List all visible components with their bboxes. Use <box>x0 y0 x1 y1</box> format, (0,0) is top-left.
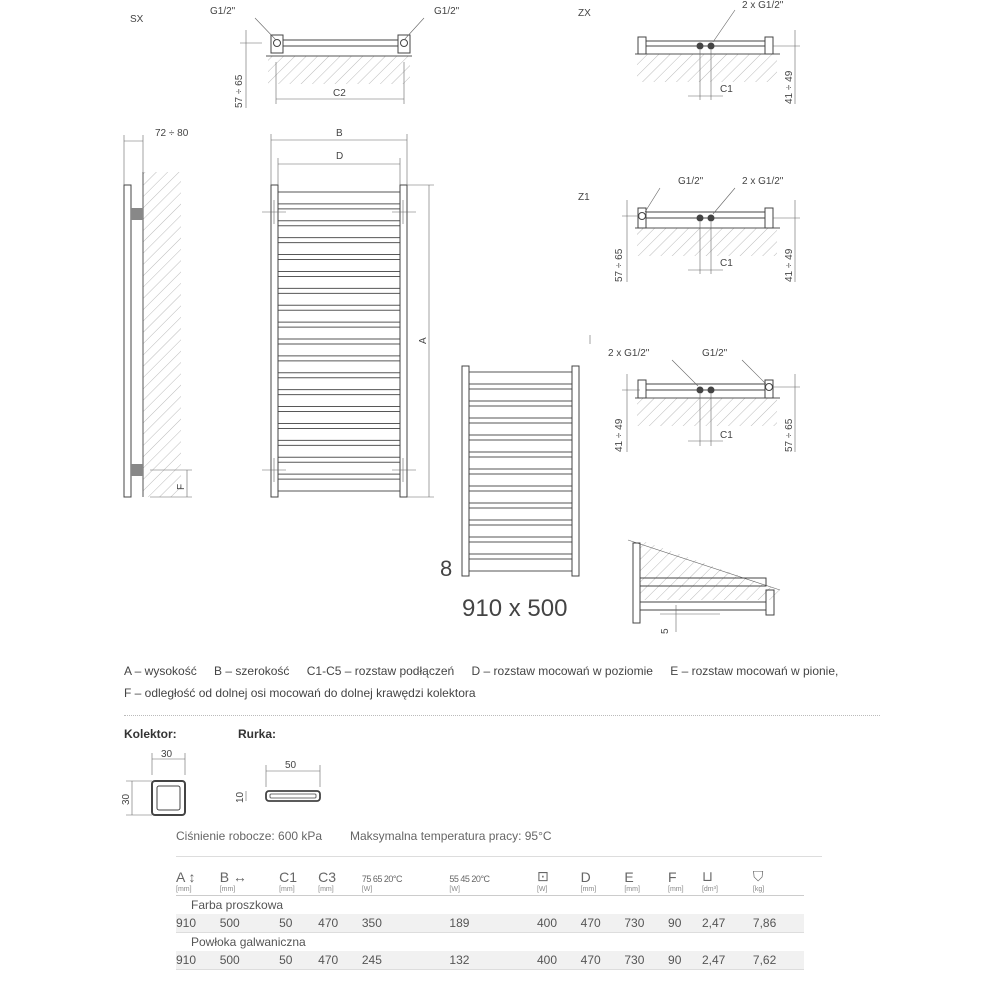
table-cell: 2,47 <box>702 914 753 933</box>
radiator-bar <box>278 293 400 305</box>
column-header-label: ⊡ <box>536 868 549 884</box>
table-cell: 470 <box>581 914 625 933</box>
model-size: 910 x 500 <box>462 595 568 622</box>
column-unit: [kg] <box>752 886 765 893</box>
column-unit: [mm] <box>580 885 597 893</box>
column-header-label: ⊔ <box>701 868 713 884</box>
radiator-bar <box>469 474 572 486</box>
z1-41-49: 41 ÷ 49 <box>784 248 795 282</box>
column-header-label: B ↔ <box>219 868 247 885</box>
table-cell: 470 <box>318 914 362 933</box>
mount-detail-view <box>628 540 780 634</box>
legend-e: E – rozstaw mocowań w pionie, <box>670 664 839 678</box>
z1-connection-view <box>614 176 800 282</box>
sx-57-65: 57 ÷ 65 <box>234 74 245 108</box>
radiator-bar <box>278 192 400 204</box>
z1-g12: G1/2" <box>678 176 704 187</box>
radiator-bar <box>469 389 572 401</box>
zx-41-49: 41 ÷ 49 <box>784 70 795 104</box>
column-header <box>581 868 625 896</box>
table-group-name: Farba proszkowa <box>176 896 804 915</box>
z-alt-c1: C1 <box>720 430 733 441</box>
table-cell: 350 <box>362 914 450 933</box>
column-header-label: C1 <box>279 868 297 885</box>
radiator-bar <box>469 542 572 554</box>
radiator-bar <box>278 378 400 390</box>
table-cell: 50 <box>279 914 318 933</box>
kolektor-label: Kolektor: <box>124 727 177 741</box>
radiator-bar <box>469 491 572 503</box>
sx-c2: C2 <box>333 88 346 99</box>
radiator-bar <box>278 310 400 322</box>
spec-table <box>176 868 804 970</box>
column-unit: [mm] <box>668 885 684 893</box>
column-unit: [mm] <box>279 885 295 893</box>
front-view <box>262 128 434 497</box>
front-a: A <box>418 337 429 344</box>
kolektor-height: 30 <box>121 793 132 805</box>
table-cell: 50 <box>279 951 318 970</box>
legend-f: F – odległość od dolnej osi mocowań do dolnej krawędzi kolektora <box>124 686 476 700</box>
legend-d: D – rozstaw mocowań w poziomie <box>471 664 653 678</box>
zx-2xg12: 2 x G1/2" <box>742 0 784 11</box>
column-header <box>318 868 362 896</box>
table-header-row <box>176 868 804 896</box>
table-row <box>176 951 804 970</box>
column-header-label: C3 <box>318 868 337 885</box>
rurka-label: Rurka: <box>238 727 277 741</box>
column-header-label: F <box>668 868 677 885</box>
separator <box>124 715 880 716</box>
label-zx: ZX <box>578 8 591 19</box>
rurka-profile <box>232 755 332 810</box>
table-cell: 470 <box>318 951 362 970</box>
model-number: 8 <box>440 556 453 581</box>
table-cell: 189 <box>449 914 537 933</box>
table-cell: 910 <box>176 914 220 933</box>
pressure-text: Ciśnienie robocze: 600 kPa <box>176 829 323 843</box>
radiator-bar <box>278 226 400 238</box>
table-cell: 730 <box>624 951 668 970</box>
temperature-text: Maksymalna temperatura pracy: 95°C <box>350 829 552 843</box>
radiator-bar <box>278 327 400 339</box>
table-cell: 730 <box>624 914 668 933</box>
z1-57-65: 57 ÷ 65 <box>614 248 625 282</box>
table-cell: 132 <box>449 951 537 970</box>
radiator-bar <box>469 423 572 435</box>
radiator-bar <box>278 209 400 221</box>
table-cell: 7,86 <box>753 914 804 933</box>
column-unit: [mm] <box>318 885 334 893</box>
sx-connection-view <box>210 6 460 108</box>
radiator-bar <box>278 344 400 356</box>
z1-2xg12: 2 x G1/2" <box>742 176 784 187</box>
z-alt-2xg12: 2 x G1/2" <box>608 348 650 359</box>
column-unit: [mm] <box>176 885 192 893</box>
table-cell: 2,47 <box>702 951 753 970</box>
column-header-label: A ↕ <box>176 868 196 885</box>
column-header-label: 55 45 20°C <box>449 873 490 884</box>
table-top-rule <box>176 856 822 857</box>
table-cell: 7,62 <box>753 951 804 970</box>
side-view <box>124 128 192 497</box>
legend-c: C1-C5 – rozstaw podłączeń <box>306 664 455 678</box>
column-unit: [W] <box>536 886 548 893</box>
legend-a: A – wysokość <box>124 664 197 678</box>
side-f: F <box>176 483 187 490</box>
table-cell: 400 <box>537 951 581 970</box>
radiator-bar <box>278 462 400 474</box>
radiator-bar <box>278 395 400 407</box>
table-cell: 910 <box>176 951 220 970</box>
label-sx: SX <box>130 14 144 25</box>
column-header <box>279 868 318 896</box>
radiator-bar <box>469 406 572 418</box>
radiator-bar <box>278 260 400 272</box>
column-header-label: ⛉ <box>752 868 764 884</box>
column-header-label: 75 65 20°C <box>361 873 402 884</box>
column-unit: [mm] <box>624 885 640 893</box>
sx-g12-left: G1/2" <box>210 6 236 17</box>
side-72-80: 72 ÷ 80 <box>155 128 189 139</box>
legend-b: B – szerokość <box>214 664 290 678</box>
table-cell: 90 <box>668 951 702 970</box>
column-header-label: E <box>624 868 634 885</box>
column-header <box>702 868 753 896</box>
kolektor-profile <box>118 745 208 820</box>
radiator-bar <box>469 372 572 384</box>
radiator-bar <box>278 479 400 491</box>
table-cell: 245 <box>362 951 450 970</box>
column-header <box>176 868 220 896</box>
table-group-name: Powłoka galwaniczna <box>191 935 306 949</box>
radiator-bar <box>278 361 400 373</box>
sx-g12-right: G1/2" <box>434 6 460 17</box>
column-header <box>220 868 279 896</box>
table-cell: 500 <box>220 951 279 970</box>
radiator-bar <box>278 412 400 424</box>
radiator-bar <box>469 559 572 571</box>
front-d: D <box>336 151 344 162</box>
radiator-bar <box>469 440 572 452</box>
kolektor-width: 30 <box>161 749 173 760</box>
column-header <box>362 868 450 896</box>
table-cell: 90 <box>668 914 702 933</box>
radiator-bar <box>278 243 400 255</box>
radiator-bar <box>469 457 572 469</box>
table-cell: 500 <box>220 914 279 933</box>
radiator-bar <box>278 445 400 457</box>
table-cell: 470 <box>581 951 625 970</box>
zx-connection-view <box>635 0 800 104</box>
rurka-width: 50 <box>285 760 297 771</box>
column-header <box>624 868 668 896</box>
column-unit: [W] <box>449 885 460 893</box>
rurka-height: 10 <box>235 791 246 803</box>
detail-5: 5 <box>660 628 671 634</box>
column-header <box>753 868 804 896</box>
z-alt-41-49: 41 ÷ 49 <box>614 418 625 452</box>
label-z1: Z1 <box>578 192 590 203</box>
table-cell: 400 <box>537 914 581 933</box>
z1-c1: C1 <box>720 258 733 269</box>
radiator-bar <box>278 276 400 288</box>
column-unit: [W] <box>361 885 373 893</box>
model-thumbnail <box>440 366 579 622</box>
column-unit: [mm] <box>219 885 236 893</box>
legend-line-1 <box>124 661 904 681</box>
z-alt-g12: G1/2" <box>702 348 728 359</box>
column-header <box>668 868 702 896</box>
column-header <box>449 868 537 896</box>
z-alt-connection-view <box>590 335 800 452</box>
front-b: B <box>336 128 343 139</box>
zx-c1: C1 <box>720 84 733 95</box>
table-group-row <box>176 896 804 915</box>
radiator-bar <box>278 428 400 440</box>
z-alt-57-65: 57 ÷ 65 <box>784 418 795 452</box>
table-group-row <box>176 933 804 952</box>
table-row <box>176 914 804 933</box>
radiator-bar <box>469 508 572 520</box>
radiator-bar <box>469 525 572 537</box>
column-header-label: D <box>580 868 591 885</box>
column-header <box>537 868 581 896</box>
column-unit: [dm³] <box>701 886 718 893</box>
